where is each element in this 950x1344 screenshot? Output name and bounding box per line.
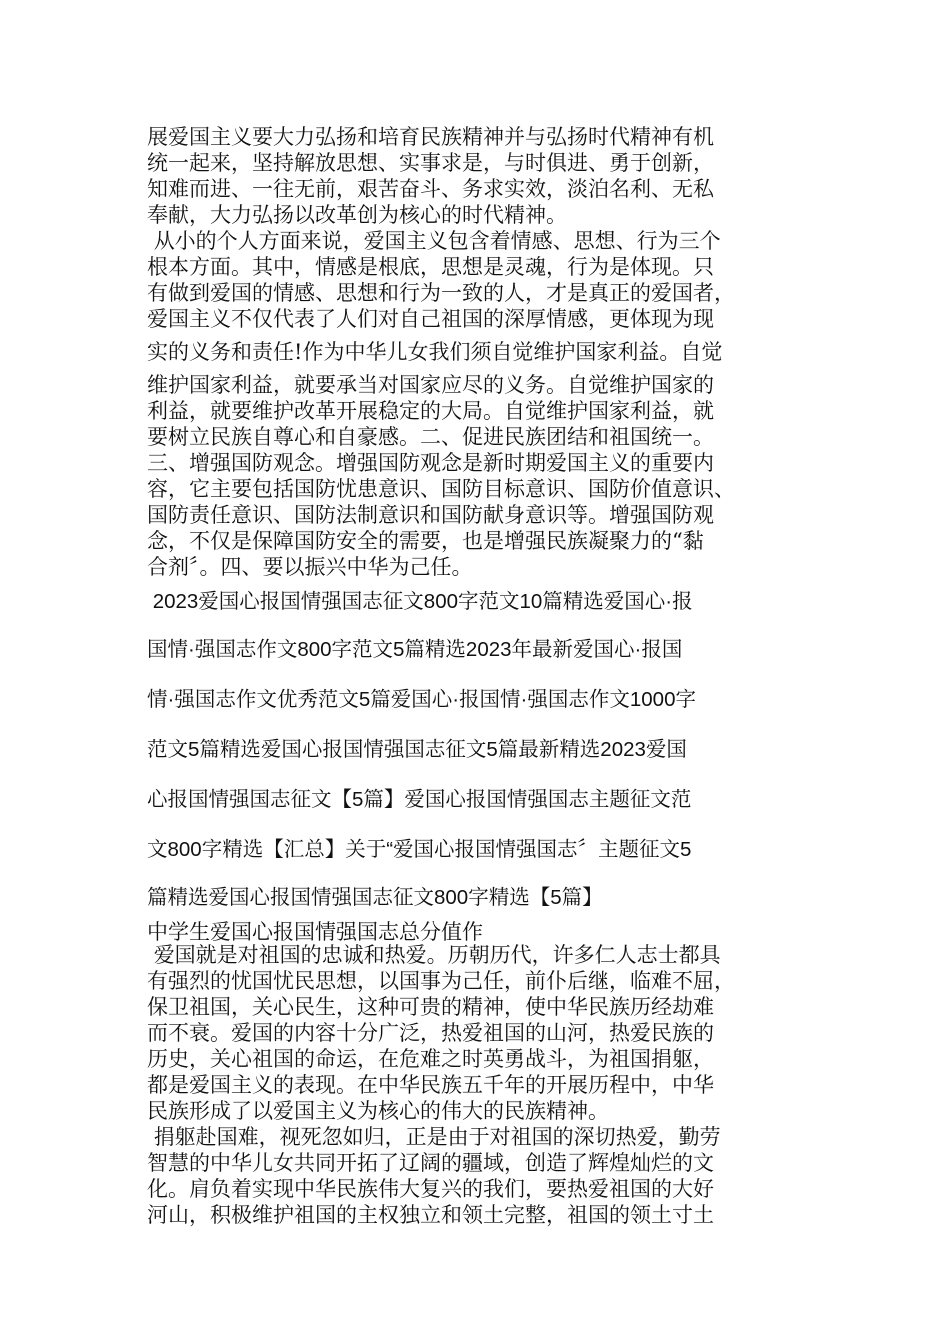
related-line: 国情·强国志作文800字范文5篇精选2023年最新爱国心·报国 (147, 638, 683, 661)
text-line: 维护国家利益，就要承当对国家应尽的义务。自觉维护国家的 (147, 373, 714, 397)
related-line: 心报国情强国志征文【5篇】爱国心报国情强国志主题征文范 (147, 788, 692, 811)
text-line: 实的义务和责任!作为中华儿女我们须自觉维护国家利益。自觉 (147, 340, 723, 364)
text-line: 从小的个人方面来说，爱国主义包含着情感、思想、行为三个 (147, 229, 721, 253)
paragraph-personal (147, 228, 812, 332)
text-line: 念，不仅是保障国防安全的需要，也是增强民族凝聚力的“黏 (147, 529, 704, 553)
related-line: 范文5篇精选爱国心报国情强国志征文5篇最新精选2023爱国 (147, 738, 687, 761)
text-line: 保卫祖国，关心民生，这种可贵的精神，使中华民族历经劫难 (147, 995, 714, 1019)
text-line: 有做到爱国的情感、思想和行为一致的人，才是真正的爱国者， (147, 281, 735, 305)
text-line: 而不衰。爱国的内容十分广泛，热爱祖国的山河，热爱民族的 (147, 1021, 714, 1045)
section-heading: 中学生爱国心报国情强国志总分值作 (147, 920, 483, 944)
related-line: 情·强国志作文优秀范文5篇爱国心·报国情·强国志作文1000字 (147, 688, 696, 711)
text-line: 都是爱国主义的表现。在中华民族五千年的开展历程中，中华 (147, 1073, 714, 1097)
text-line: 要树立民族自尊心和自豪感。二、促进民族团结和祖国统一。 (147, 425, 714, 449)
related-line: 文800字精选【汇总】关于“爱国心报国情强国志〞主题征文5 (147, 838, 692, 861)
text-line: 民族形成了以爱国主义为核心的伟大的民族精神。 (147, 1099, 609, 1123)
paragraph-interests (147, 372, 812, 580)
text-line: 合剂〞。四、要以振兴中华为己任。 (147, 555, 473, 579)
paragraph-sacrifice (147, 1124, 812, 1228)
text-line: 统一起来，坚持解放思想、实事求是，与时俱进、勇于创新， (147, 151, 714, 175)
text-line: 有强烈的忧国忧民思想，以国事为己任，前仆后继，临难不屈， (147, 969, 735, 993)
text-line: 国防责任意识、国防法制意识和国防献身意识等。增强国防观 (147, 503, 714, 527)
text-line: 知难而进、一往无前，艰苦奋斗、务求实效，淡泊名利、无私 (147, 177, 714, 201)
text-line: 爱国就是对祖国的忠诚和热爱。历朝历代，许多仁人志士都具 (147, 943, 721, 967)
text-line: 化。肩负着实现中华民族伟大复兴的我们，要热爱祖国的大好 (147, 1177, 714, 1201)
text-line: 三、增强国防观念。增强国防观念是新时期爱国主义的重要内 (147, 451, 714, 475)
text-line: 根本方面。其中，情感是根底，思想是灵魂，行为是体现。只 (147, 255, 714, 279)
text-line: 历史，关心祖国的命运，在危难之时英勇战斗，为祖国捐躯， (147, 1047, 714, 1071)
text-line: 智慧的中华儿女共同开拓了辽阔的疆域，创造了辉煌灿烂的文 (147, 1151, 714, 1175)
paragraph-loyalty (147, 942, 812, 1124)
text-line: 奉献，大力弘扬以改革创为核心的时代精神。 (147, 203, 567, 227)
related-line: 篇精选爱国心报国情强国志征文800字精选【5篇】 (147, 886, 603, 909)
text-line: 河山，积极维护祖国的主权独立和领土完整，祖国的领土寸土 (147, 1203, 714, 1227)
text-line: 爱国主义不仅代表了人们对自己祖国的深厚情感，更体现为现 (147, 307, 714, 331)
text-line: 利益，就要维护改革开展稳定的大局。自觉维护国家利益，就 (147, 399, 714, 423)
text-line: 捐躯赴国难，视死忽如归，正是由于对祖国的深切热爱，勤劳 (147, 1125, 721, 1149)
paragraph-spirit (147, 124, 812, 228)
text-line: 展爱国主义要大力弘扬和培育民族精神并与弘扬时代精神有机 (147, 125, 714, 149)
related-line: 2023爱国心报国情强国志征文800字范文10篇精选爱国心·报 (147, 590, 693, 613)
text-line: 容，它主要包括国防忧患意识、国防目标意识、国防价值意识、 (147, 477, 735, 501)
